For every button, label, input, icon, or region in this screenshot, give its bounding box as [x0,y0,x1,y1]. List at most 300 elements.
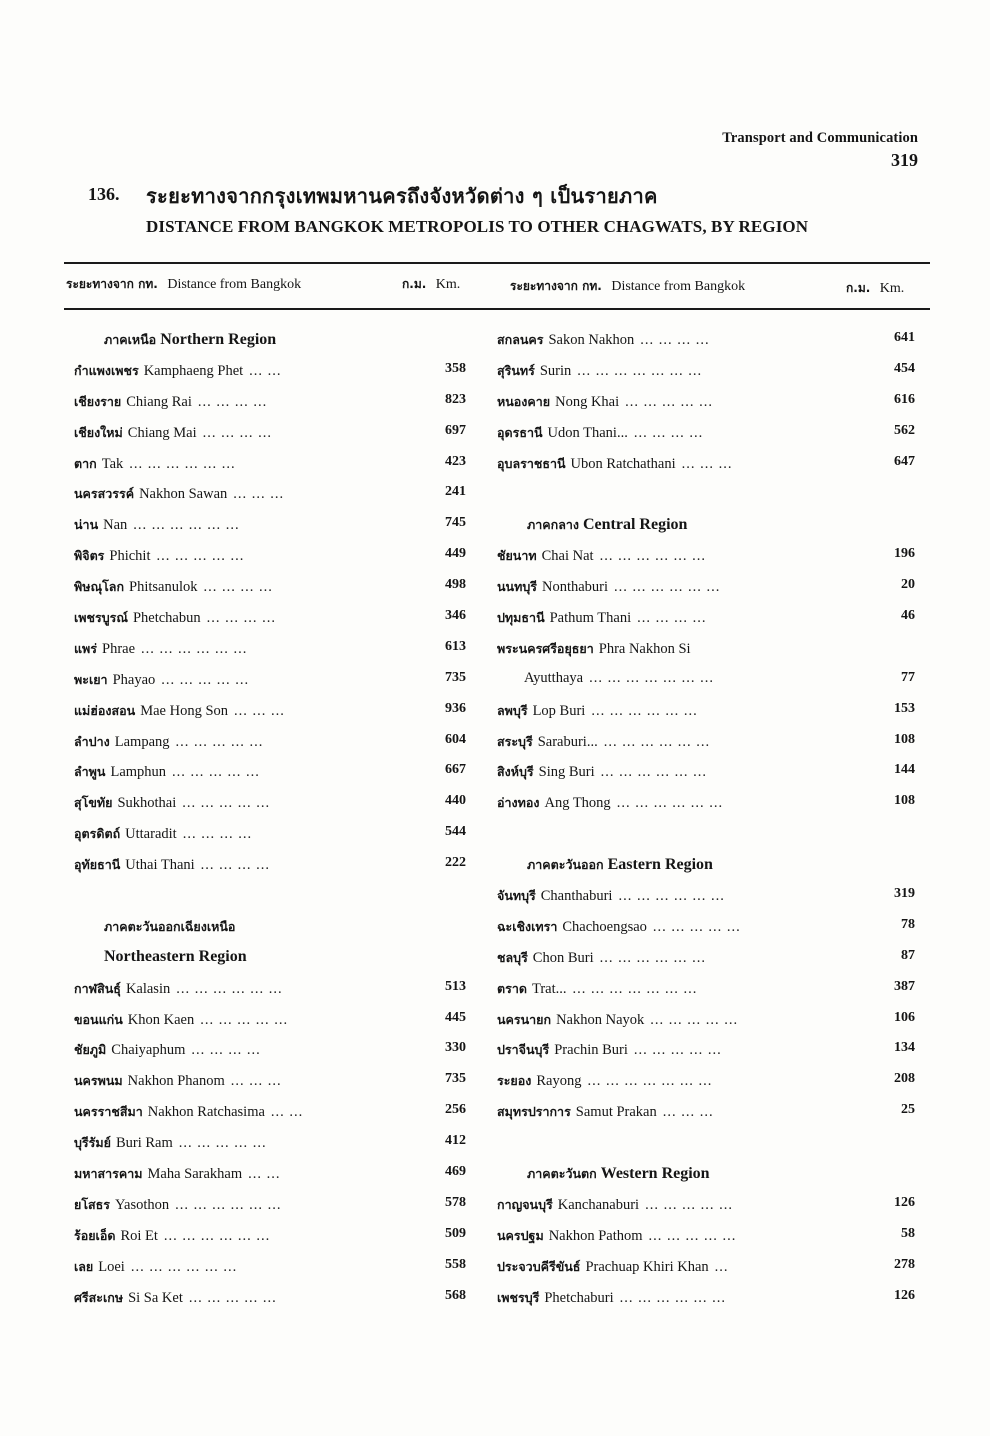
province-row [497,361,921,392]
province-name-english: Tak [101,455,124,472]
province-name-thai: ฉะเชิงเทรา [497,918,558,934]
province-row [497,1257,921,1288]
province-row [497,423,921,454]
distance-km: 697 [445,422,466,438]
leader-dots: ... ... ... ... ... [633,1042,722,1059]
leader-dots: ... ... ... ... ... [175,733,264,750]
table-title-thai: ระยะทางจากกรุงเทพมหานครถึงจังหวัดต่าง ๆ เป็นรายภาค [146,184,658,208]
region-heading-thai: ภาคเหนือ [104,332,157,347]
column-header-right [510,277,745,296]
province-name-english: Nan [103,517,128,534]
province-row [497,1226,921,1257]
leader-dots: ... ... ... ... ... ... [599,548,706,565]
leader-dots: ... ... ... ... ... ... [619,1289,726,1306]
column-header-thai: ระยะทางจาก กท. [510,279,602,293]
province-name-thai: ปราจีนบุรี [497,1042,550,1058]
province-name-english: Uthai Thani [125,857,195,874]
province-name-english: Kanchanaburi [557,1196,640,1213]
leader-dots: ... ... ... ... ... ... [141,640,248,657]
province-name-thai: จันทบุรี [497,888,536,904]
province-name-thai: เพชรบูรณ์ [74,610,128,626]
distance-km: 387 [894,978,915,994]
distance-km: 544 [445,824,466,840]
leader-dots: ... ... ... ... [637,610,707,627]
province-name-thai: สุรินทร์ [497,362,535,378]
province-row [74,546,474,577]
distance-km: 423 [445,453,466,469]
province-name-english: Chiang Mai [127,424,197,441]
province-row [74,454,474,485]
leader-dots: ... ... ... ... ... [161,671,250,688]
province-row [497,670,921,701]
region-heading-thai: ภาคตะวันออกเฉียงเหนือ [104,918,236,934]
province-name-english: Khon Kaen [127,1011,195,1028]
province-row [74,1226,474,1257]
province-row [497,917,921,948]
western-region-rows [497,1195,921,1319]
province-name-thai: นนทบุรี [497,579,537,595]
distance-km: 562 [894,422,915,438]
leader-dots: ... ... ... ... ... [156,548,245,565]
province-row [497,1040,921,1071]
province-name-english: Nonthaburi [541,579,609,596]
distance-km: 558 [445,1256,466,1272]
province-row [497,1288,921,1319]
leader-dots: ... ... ... ... ... ... [614,579,721,596]
leader-dots: ... ... ... ... [203,579,273,596]
leader-dots: ... ... [270,1104,304,1121]
province-name-thai: ลำพูน [74,764,106,780]
distance-km: 449 [445,546,466,562]
province-name-english: Phetchabun [132,610,201,627]
province-name-english: Kalasin [125,980,171,997]
distance-km: 346 [445,608,466,624]
distance-km: 513 [445,978,466,994]
spacer [497,484,921,515]
leader-dots: ... ... ... ... [633,424,704,441]
province-name-thai: กาฬสินธุ์ [74,980,121,996]
leader-dots: ... ... ... ... ... ... [130,1258,238,1275]
province-name-thai: เพชรบุรี [497,1289,540,1305]
distance-km: 412 [445,1133,466,1149]
distance-km: 78 [901,916,915,932]
province-row [74,1164,474,1195]
leader-dots: ... ... [249,362,282,379]
province-name-thai: นครพนม [74,1073,123,1089]
table-top-rule [64,262,930,264]
distance-km: 647 [894,453,915,469]
leader-dots: ... ... ... ... [202,424,273,441]
province-name-thai: นครราชสีมา [74,1104,143,1120]
distance-km: 144 [894,762,915,778]
province-row [497,608,921,639]
leader-dots: ... ... ... ... ... [172,764,260,781]
distance-km: 469 [445,1164,466,1180]
province-name-english: Ang Thong [544,795,611,812]
leader-dots: ... ... ... [234,702,285,719]
province-name-thai: ตาก [74,455,97,471]
province-name-english: Prachin Buri [554,1042,628,1059]
leader-dots: ... ... ... ... [191,1042,261,1059]
province-row [74,577,474,608]
distance-km: 641 [894,330,915,345]
leader-dots: ... ... ... ... ... ... [175,1196,282,1213]
province-row [497,886,921,917]
province-row [497,979,921,1010]
province-row [497,546,921,577]
leader-dots: ... ... ... ... [200,857,271,874]
province-name-english: Lop Buri [532,702,586,719]
distance-km: 222 [445,855,466,871]
distance-km: 613 [445,638,466,654]
province-name-thai: นครปฐม [497,1227,544,1243]
leader-dots: ... ... ... ... ... ... [176,980,283,997]
leader-dots: ... ... ... ... ... [178,1135,267,1152]
province-name-english: Nakhon Pathom [548,1227,643,1244]
province-name-thai: อุทัยธานี [74,857,121,873]
province-row [74,1133,474,1164]
province-name-english: Pathum Thani [549,610,632,627]
distance-km: 735 [445,1071,466,1087]
eastern-region-rows [497,886,921,1133]
province-name-thai: ลพบุรี [497,702,528,718]
province-name-thai: เชียงใหม่ [74,424,123,440]
distance-km: 126 [894,1194,915,1210]
province-name-thai: ร้อยเอ็ด [74,1227,116,1243]
distance-km: 208 [894,1071,915,1087]
province-name-english: Chai Nat [541,548,594,565]
region-heading-northeastern [74,917,474,948]
province-name-thai: แม่ฮ่องสอน [74,702,136,718]
province-name-thai: สระบุรี [497,733,533,749]
province-name-english: Lampang [114,733,170,750]
province-row [74,361,474,392]
leader-dots: ... ... ... ... ... [648,1227,737,1244]
province-name-thai: ระยอง [497,1073,532,1089]
province-name-thai: ปทุมธานี [497,610,545,626]
leader-dots: ... ... ... ... [640,332,710,348]
leader-dots: ... ... ... ... ... ... [599,949,706,966]
province-row [497,948,921,979]
distance-km: 454 [894,360,915,376]
province-row [74,793,474,824]
province-name-thai: ชลบุรี [497,949,528,965]
province-row [74,1040,474,1071]
distance-km: 604 [445,731,466,747]
province-name-thai: น่าน [74,517,99,533]
distance-km: 241 [445,484,466,500]
distance-km: 196 [894,546,915,562]
leader-dots: ... ... ... [230,1073,282,1090]
distance-km: 330 [445,1040,466,1056]
leader-dots: ... ... ... ... [197,393,268,410]
right-column [497,330,921,1319]
unit-english: Km. [435,277,461,292]
province-row [74,1288,474,1319]
distance-km: 440 [445,793,466,809]
unit-header-left [402,275,460,294]
region-heading-english: Eastern Region [607,856,713,874]
province-name-english: Saraburi... [537,733,598,750]
distance-km: 58 [901,1225,915,1241]
distance-km: 358 [445,360,466,376]
leader-dots: ... ... ... [681,455,733,472]
province-row [74,1102,474,1133]
province-name-english: Nakhon Sawan [139,486,228,503]
leader-dots: ... ... ... ... ... ... [163,1227,271,1244]
column-header-english: Distance from Bangkok [167,277,302,292]
leader-dots: ... ... ... ... [206,610,276,627]
northeastern-region-rows [74,979,474,1319]
leader-dots: ... ... ... ... ... ... ... [587,1073,713,1090]
distance-km: 319 [894,886,915,902]
province-name-thai: กำแพงเพชร [74,362,139,378]
distance-km: 568 [445,1287,466,1303]
running-title: Transport and Communication [722,130,918,146]
province-name-english: Mae Hong Son [140,702,229,719]
unit-thai: ก.ม. [402,277,427,291]
distance-km: 509 [445,1225,466,1241]
province-name-thai: หนองคาย [497,393,551,409]
province-name-thai: แพร่ [74,640,98,656]
distance-km: 445 [445,1009,466,1025]
province-name-english: Nakhon Phanom [127,1073,225,1090]
province-name-thai: พิษณุโลก [74,579,125,595]
distance-km: 153 [894,700,915,716]
column-header-left [66,275,301,294]
region-heading-thai: ภาคตะวันตก [527,1166,597,1182]
province-name-english: Sing Buri [538,764,595,781]
province-row [74,639,474,670]
province-name-thai: อุดรธานี [497,424,543,440]
distance-km: 126 [894,1287,915,1303]
northern-region-rows [74,361,474,886]
province-row [497,639,921,670]
left-column [74,330,474,1319]
distance-km: 936 [445,700,466,716]
province-row [74,608,474,639]
unit-thai: ก.ม. [846,281,871,295]
province-name-english: Si Sa Ket [128,1289,183,1306]
leader-dots: ... ... ... ... ... ... ... [589,669,714,686]
leader-dots: ... ... ... ... ... ... [616,795,724,812]
province-name-english: Rayong [536,1073,582,1090]
leader-dots: ... ... ... ... ... [650,1011,739,1028]
unit-english: Km. [879,281,905,296]
distance-km: 667 [445,762,466,778]
distance-km: 745 [445,515,466,531]
province-row [74,732,474,763]
distance-km: 134 [894,1040,915,1056]
province-row [74,670,474,701]
region-heading-northeastern-en [74,948,474,979]
province-name-thai: บุรีรัมย์ [74,1135,111,1151]
province-name-thai: สมุทรปราการ [497,1104,571,1120]
table-title-english: DISTANCE FROM BANGKOK METROPOLIS TO OTHER CHAGWATS, BY REGION [146,217,809,236]
distance-km: 108 [894,731,915,747]
province-name-thai: นครนายก [497,1011,552,1027]
province-row [74,824,474,855]
leader-dots: ... ... ... ... ... [645,1196,733,1213]
distance-km: 77 [901,669,915,685]
province-row [497,762,921,793]
province-name-english: Sukhothai [117,795,177,812]
province-row [74,1010,474,1041]
province-name-english: Prachuap Khiri Khan [585,1258,709,1275]
region-heading-northern [74,330,474,361]
province-name-english: Chon Buri [532,949,594,966]
column-header-english: Distance from Bangkok [611,279,746,294]
spacer [74,886,474,917]
province-name-english: Nakhon Ratchasima [147,1104,265,1121]
province-name-thai: เชียงราย [74,393,122,409]
province-row [497,577,921,608]
province-name-english: Sakon Nakhon [548,332,635,348]
province-row [74,392,474,423]
region-heading-central [497,515,921,546]
province-name-english: Phrae [102,640,136,657]
province-name-thai: พิจิตร [74,548,105,564]
province-name-english: Chachoengsao [562,918,647,935]
region-heading-western [497,1164,921,1195]
distance-km: 823 [445,391,466,407]
running-header [722,130,918,171]
province-row [497,701,921,732]
region-heading-eastern [497,855,921,886]
region-heading-english: Western Region [600,1165,710,1183]
leader-dots: ... ... ... ... ... [188,1289,277,1306]
province-name-thai: กาญจนบุรี [497,1196,553,1212]
leader-dots: ... ... ... ... ... [200,1011,289,1028]
table-header-rule [64,308,930,310]
page-number: 319 [891,150,918,170]
province-name-thai: พระนครศรีอยุธยา [497,640,594,656]
region-heading-thai: ภาคกลาง [527,517,579,533]
province-name-english: Udon Thani... [547,424,628,441]
province-row [74,1071,474,1102]
distance-km: 46 [901,608,915,624]
region-heading-english: Northeastern Region [104,947,247,965]
leader-dots: ... ... ... ... ... ... [133,517,240,534]
leader-dots: ... ... [248,1166,281,1183]
province-name-english: Surin [539,362,572,379]
table-number: 136. [88,184,120,204]
province-row [74,484,474,515]
province-name-thai: นครสวรรค์ [74,486,135,502]
distance-km: 108 [894,793,915,809]
province-row [74,701,474,732]
spacer [497,824,921,855]
province-name-thai: สิงห์บุรี [497,764,534,780]
province-name-thai: มหาสารคาม [74,1166,143,1182]
province-row [497,732,921,763]
leader-dots: ... ... ... [233,486,285,503]
distance-km: 578 [445,1194,466,1210]
province-row [497,1195,921,1226]
province-name-english: Phetchaburi [544,1289,614,1306]
province-name-english: Phra Nakhon Si [598,640,691,657]
leader-dots: ... ... ... ... ... [652,918,741,935]
distance-km: 87 [901,947,915,963]
province-row [497,1010,921,1041]
province-row [497,330,921,361]
province-name-english: Phayao [112,671,156,688]
province-name-english: Nakhon Nayok [556,1011,645,1028]
province-name-english: Roi Et [120,1227,158,1244]
province-name-thai: ยโสธร [74,1196,111,1212]
province-row [497,1071,921,1102]
province-row [74,979,474,1010]
spacer [497,1133,921,1164]
province-name-thai: ชัยภูมิ [74,1042,107,1058]
distance-km: 498 [445,577,466,593]
province-row [74,515,474,546]
province-name-thai: สุโขทัย [74,795,113,811]
leader-dots: ... ... ... ... ... ... [591,702,698,719]
leader-dots: ... ... ... ... ... ... [129,455,236,472]
province-row [74,1257,474,1288]
province-name-thai: อุบลราชธานี [497,455,566,471]
province-name-english: Yasothon [115,1196,170,1213]
province-row [497,454,921,485]
leader-dots: ... ... ... ... ... ... ... [577,362,703,379]
province-name-english: Ubon Ratchathani [570,455,676,472]
province-row [74,423,474,454]
province-row [497,793,921,824]
province-name-english: Phitsanulok [129,579,198,596]
province-name-thai: พะเยา [74,671,108,687]
province-name-thai: ชัยนาท [497,548,537,564]
distance-km: 278 [894,1256,915,1272]
province-name-thai: ลำปาง [74,733,110,749]
province-name-english: Chaiyaphum [111,1042,186,1059]
leader-dots: ... [714,1258,729,1275]
province-row [74,762,474,793]
province-row [74,1195,474,1226]
distance-km: 106 [894,1009,915,1025]
leader-dots: ... ... ... ... [182,826,253,843]
province-name-english: Maha Sarakham [147,1166,243,1183]
province-row [497,1102,921,1133]
unit-header-right [846,279,904,298]
province-name-english: Chanthaburi [540,888,613,905]
province-name-thai: สกลนคร [497,332,544,347]
distance-km: 25 [901,1102,915,1118]
northeastern-continued-rows [497,330,921,484]
province-name-english: Loei [98,1258,125,1275]
province-name-thai: ขอนแก่น [74,1011,123,1027]
leader-dots: ... ... ... ... ... ... ... [572,980,698,997]
province-name-thai: ประจวบคีรีขันธ์ [497,1258,581,1274]
central-region-rows [497,546,921,824]
province-name-english: Lamphun [110,764,167,781]
province-name-thai: อ่างทอง [497,795,540,811]
distance-km: 20 [901,577,915,593]
region-heading-thai: ภาคตะวันออก [527,857,604,873]
distance-km: 616 [894,391,915,407]
province-row [497,392,921,423]
leader-dots: ... ... ... ... ... [625,393,714,410]
province-name-thai: ตราด [497,980,527,996]
column-header-thai: ระยะทางจาก กท. [66,277,158,291]
leader-dots: ... ... ... ... ... ... [600,764,707,781]
province-name-thai: ศรีสะเกษ [74,1289,124,1305]
province-name-english: Nong Khai [555,393,620,410]
province-name-english: Uttaradit [125,826,177,843]
province-name-english: Trat... [531,980,567,997]
province-name-english: Buri Ram [115,1135,173,1152]
province-name-thai: อุตรดิตถ์ [74,826,121,842]
